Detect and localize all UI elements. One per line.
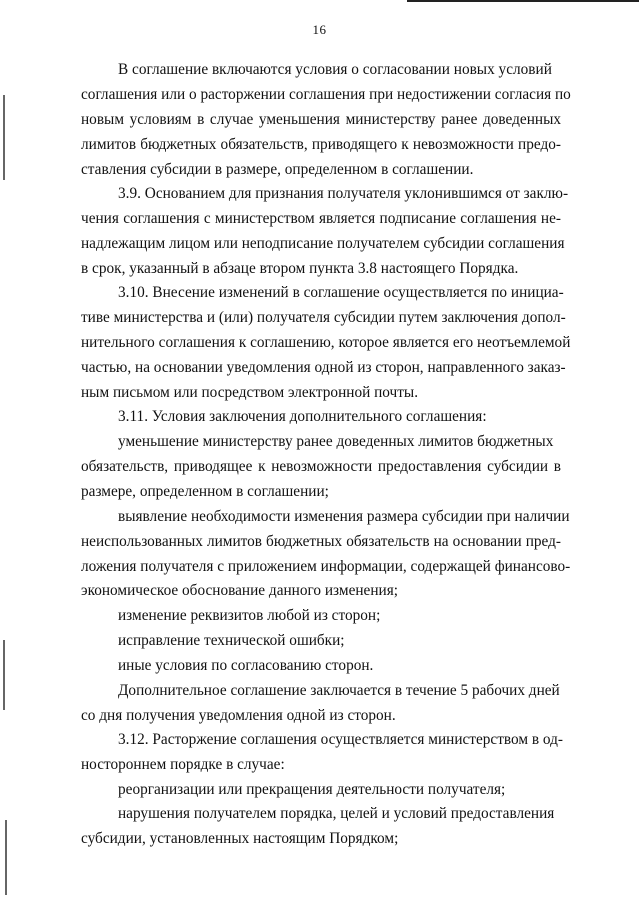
- text-line: [0, 85, 639, 105]
- text-line-content: обязательств, приводящее к невозможности предоставления субсидии в: [81, 458, 561, 475]
- text-line-content: размере, определенном в соглашении;: [81, 483, 329, 500]
- text-line: [0, 804, 639, 824]
- text-line: [0, 358, 639, 378]
- text-line: [0, 706, 639, 726]
- text-line: [0, 829, 639, 849]
- text-line: [0, 482, 639, 502]
- text-line: [0, 383, 639, 403]
- text-line-content: субсидии, установленных настоящим Порядком;: [81, 830, 399, 847]
- text-line-content: 3.12. Расторжение соглашения осуществляется министерством в од-: [118, 731, 564, 748]
- text-line: [0, 681, 639, 701]
- text-line-content: изменение реквизитов любой из сторон;: [118, 607, 381, 624]
- text-line: [0, 333, 639, 353]
- text-line-content: реорганизации или прекращения деятельности получателя;: [118, 781, 506, 798]
- text-line-content: чения соглашения с министерством является подписание соглашения не-: [81, 210, 561, 227]
- text-line-content: иные условия по согласованию сторон.: [118, 657, 374, 674]
- text-line-content: нительного соглашения к соглашению, которое является его неотъемлемой: [81, 334, 571, 351]
- text-line-content: ложения получателя с приложением информации, содержащей финансово-: [81, 558, 571, 575]
- text-line: [0, 606, 639, 626]
- text-line-content: надлежащим лицом или неподписание получателем субсидии соглашения: [81, 235, 565, 252]
- text-line-content: соглашения или о расторжении соглашения при недостижении согласия по: [81, 86, 571, 103]
- text-line-content: выявление необходимости изменения размера субсидии при наличии: [118, 508, 570, 525]
- text-line: [0, 581, 639, 601]
- text-line: [0, 507, 639, 527]
- text-line: [0, 234, 639, 254]
- text-line: [0, 457, 639, 477]
- text-line-content: тиве министерства и (или) получателя субсидии путем заключения допол-: [81, 309, 566, 326]
- text-line-content: 3.9. Основанием для признания получателя уклонившимся от заклю-: [118, 185, 569, 202]
- text-line-content: ставления субсидии в размере, определенном в соглашении.: [81, 161, 474, 178]
- text-line-content: неиспользованных лимитов бюджетных обязательств на основании пред-: [81, 533, 561, 550]
- text-line-content: уменьшение министерству ранее доведенных лимитов бюджетных: [118, 433, 554, 450]
- text-line-content: частью, на основании уведомления одной из сторон, направленного заказ-: [81, 359, 566, 376]
- text-line-content: экономическое обоснование данного изменения;: [81, 582, 398, 599]
- text-line-content: ностороннем порядке в случае:: [81, 756, 285, 773]
- text-line-content: Дополнительное соглашение заключается в течение 5 рабочих дней: [118, 682, 560, 699]
- text-line: [0, 135, 639, 155]
- text-line-content: 3.11. Условия заключения дополнительного соглашения:: [118, 408, 487, 425]
- text-line: [0, 730, 639, 750]
- text-line-content: ным письмом или посредством электронной почты.: [81, 384, 419, 401]
- text-line: [0, 308, 639, 328]
- text-line-content: в срок, указанный в абзаце втором пункта 3.8 настоящего Порядка.: [81, 260, 519, 277]
- text-line-content: исправление технической ошибки;: [118, 632, 345, 649]
- text-line-content: со дня получения уведомления одной из сторон.: [81, 707, 396, 724]
- text-line: [0, 432, 639, 452]
- text-line: [0, 780, 639, 800]
- text-line: [0, 110, 639, 130]
- scan-top-rule: [407, 0, 639, 2]
- page-number: 16: [312, 22, 327, 37]
- text-line-content: лимитов бюджетных обязательств, приводящего к невозможности предо-: [81, 136, 561, 153]
- text-line-content: нарушения получателем порядка, целей и условий предоставления: [118, 805, 555, 822]
- text-line: [0, 184, 639, 204]
- text-line: [0, 283, 639, 303]
- text-line: [0, 259, 639, 279]
- text-line: [0, 631, 639, 651]
- text-line: [0, 209, 639, 229]
- text-line: [0, 160, 639, 180]
- text-line-content: новым условиям в случае уменьшения министерству ранее доведенных: [81, 111, 561, 128]
- text-line: [0, 656, 639, 676]
- text-line: [0, 407, 639, 427]
- text-line-content: В соглашение включаются условия о согласовании новых условий: [118, 61, 552, 78]
- text-line: [0, 532, 639, 552]
- text-line: [0, 60, 639, 80]
- text-line-content: 3.10. Внесение изменений в соглашение осуществляется по инициа-: [118, 284, 564, 301]
- text-line: [0, 557, 639, 577]
- text-line: [0, 755, 639, 775]
